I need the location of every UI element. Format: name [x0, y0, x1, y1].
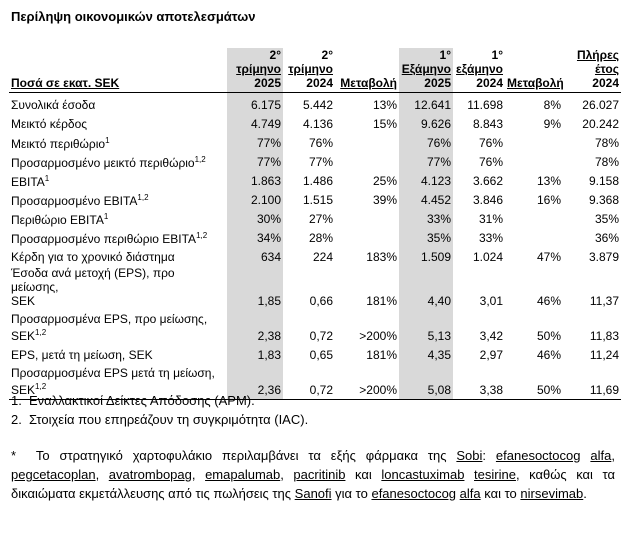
row-label: Μεικτό περιθώριο$^1$: [11, 136, 110, 151]
table-cell: 9.368: [588, 192, 619, 207]
table-cell: 634: [227, 247, 283, 266]
column-header-label: Ποσά σε εκατ. SEK: [9, 48, 227, 93]
drug-name: pegcetacoplan: [11, 467, 96, 482]
row-label: Προσαρμοσμένα EPS, προ μείωσης, SEK$^{1,2}$: [11, 312, 208, 343]
table-cell: [335, 152, 399, 171]
drug-name: Sanofi: [294, 486, 332, 501]
drug-name: nirsevimab: [520, 486, 584, 501]
table-cell: [505, 228, 563, 247]
table-cell: 11,83: [589, 329, 619, 343]
table-cell: 28%: [308, 230, 333, 245]
table-cell: 36%: [594, 230, 619, 245]
table-cell: 3.662: [472, 173, 503, 188]
footnote-text: , καθώς και τα δικαιώματα εκμετάλλευσης από τις πωλήσεις της: [11, 467, 615, 501]
table-cell: [335, 209, 399, 228]
table-cell: 4.123: [399, 171, 453, 190]
row-label: Κέρδη για το χρονικό διάστημα: [11, 249, 175, 264]
drug-name: tesirine: [474, 467, 516, 482]
table-row: [9, 133, 621, 152]
table-cell: 3,01: [479, 294, 503, 308]
table-cell: 76%: [478, 154, 503, 169]
table-cell: 15%: [372, 116, 397, 131]
column-header-q2-2024: 2° τρίμηνο 2024: [283, 48, 335, 93]
table-cell: 1,85: [227, 266, 283, 310]
drug-name: alfa: [590, 448, 612, 463]
drug-name: efanesoctocog: [371, 486, 457, 501]
table-cell: 1.024: [472, 249, 503, 264]
footnote-text: .: [583, 486, 587, 501]
table-cell: 77%: [308, 154, 333, 169]
table-cell: 0,72: [309, 329, 333, 343]
financial-summary-table: [9, 48, 621, 400]
table-cell: 11,37: [589, 294, 619, 308]
table-cell: 6.175: [227, 93, 283, 115]
footnote-mark: *: [11, 448, 17, 463]
table-cell: 31%: [478, 211, 503, 226]
row-label: Προσαρμοσμένο EBITA$^{1,2}$: [11, 193, 149, 208]
row-label: Προσαρμοσμένα EPS μετά τη μείωση, SEK$^{1,2}$: [9, 364, 227, 400]
table-cell: 33%: [399, 209, 453, 228]
table-row: [9, 114, 621, 133]
table-cell: 0,65: [309, 347, 333, 362]
table-cell: 2.100: [227, 190, 283, 209]
table-cell: [505, 133, 563, 152]
drug-name: emapalumab: [205, 467, 281, 482]
table-cell: 183%: [366, 249, 397, 264]
table-cell: [335, 228, 399, 247]
table-row: [9, 171, 621, 190]
note-item: 2. Στοιχεία που επηρεάζουν τη συγκριμότητα (IAC).: [11, 412, 309, 427]
table-cell: 9%: [543, 116, 561, 131]
note-item: 1. Εναλλακτικοί Δείκτες Απόδοσης (APM).: [11, 393, 255, 408]
table-cell: 26.027: [582, 97, 619, 112]
table-cell: 16%: [536, 192, 561, 207]
table-cell: [505, 152, 563, 171]
table-cell: 35%: [399, 228, 453, 247]
column-header-change-q2: Μεταβολή: [335, 48, 399, 93]
table-cell: 27%: [308, 211, 333, 226]
table-cell: 181%: [366, 294, 397, 308]
table-cell: 4.749: [227, 114, 283, 133]
table-cell: 77%: [227, 152, 283, 171]
table-cell: [505, 209, 563, 228]
table-cell: 50%: [505, 364, 563, 400]
table-row: [9, 190, 621, 209]
table-cell: 8%: [543, 97, 561, 112]
table-cell: 9.158: [588, 173, 619, 188]
table-cell: [335, 133, 399, 152]
footnote-text: [581, 448, 591, 463]
table-cell: 2,36: [227, 364, 283, 400]
drug-name: efanesoctocog: [495, 448, 581, 463]
drug-name: loncastuximab: [381, 467, 465, 482]
table-cell: 11.698: [467, 97, 503, 112]
column-header-h1-2025: 1° Εξάμηνο 2025: [399, 48, 453, 93]
table-cell: 12.641: [399, 93, 453, 115]
table-cell: 181%: [366, 347, 397, 362]
footnote-text: και το: [480, 486, 521, 501]
row-label: EBITA$^1$: [11, 174, 50, 189]
table-cell: 46%: [536, 347, 561, 362]
table-row: [9, 266, 621, 310]
table-cell: 30%: [227, 209, 283, 228]
table-cell: 76%: [308, 135, 333, 150]
table-cell: 13%: [536, 173, 561, 188]
table-cell: 13%: [372, 97, 397, 112]
table-cell: 4,35: [399, 345, 453, 364]
footnote-text: Το στρατηγικό χαρτοφυλάκιο περιλαμβάνει τα εξής φάρμακα της: [35, 448, 457, 463]
footnote-text: [464, 467, 474, 482]
table-row: [9, 247, 621, 266]
footnote-text: ,: [95, 467, 109, 482]
footnote-text: :: [482, 448, 496, 463]
table-cell: 4.136: [302, 116, 333, 131]
table-cell: 1.486: [302, 173, 333, 188]
table-cell: 25%: [372, 173, 397, 188]
column-header-q2-2025: 2° τρίμηνο 2025: [227, 48, 283, 93]
drug-name: avatrombopag: [108, 467, 192, 482]
row-label: Περιθώριο EBITA$^1$: [11, 212, 109, 227]
table-cell: 2,38: [227, 310, 283, 345]
table-cell: 5,08: [399, 364, 453, 400]
table-cell: 3.846: [472, 192, 503, 207]
table-cell: 5.442: [302, 97, 333, 112]
row-label: EPS, μετά τη μείωση, SEK: [11, 347, 153, 362]
table-cell: 0,66: [309, 294, 333, 308]
row-label: Προσαρμοσμένο περιθώριο EBITA$^{1,2}$: [11, 231, 208, 246]
table-cell: 3.879: [588, 249, 619, 264]
table-row: [9, 228, 621, 247]
table-cell: 39%: [372, 192, 397, 207]
table-cell: 20.242: [582, 116, 619, 131]
table-row: [9, 310, 621, 345]
table-cell: 34%: [227, 228, 283, 247]
table-cell: 3,38: [453, 364, 505, 400]
footnote-text: ,: [191, 467, 206, 482]
table-cell: 76%: [399, 133, 453, 152]
header-row: [9, 48, 621, 93]
table-cell: 1.509: [399, 247, 453, 266]
drug-name: Sobi: [456, 448, 483, 463]
table-cell: 78%: [594, 154, 619, 169]
drug-name: alfa: [459, 486, 481, 501]
table-row: [9, 152, 621, 171]
column-header-h1-2024: 1° εξάμηνο 2024: [453, 48, 505, 93]
table-cell: >200%: [335, 364, 399, 400]
row-label: Συνολικά έσοδα: [11, 97, 96, 112]
row-label: Προσαρμοσμένο μεικτό περιθώριο$^{1,2}$: [11, 155, 206, 170]
footnote-text: ,: [611, 448, 615, 463]
drug-name: pacritinib: [293, 467, 346, 482]
table-cell: 46%: [536, 294, 561, 308]
page-title: Περίληψη οικονομικών αποτελεσμάτων: [11, 9, 256, 24]
table-cell: 4,40: [399, 266, 453, 310]
table-cell: 9.626: [399, 114, 453, 133]
table-row: [9, 345, 621, 364]
table-cell: 77%: [227, 133, 283, 152]
footnote-text: και: [345, 467, 382, 482]
table-cell: >200%: [359, 329, 397, 343]
table-row: [9, 93, 621, 115]
table-cell: 77%: [399, 152, 453, 171]
table-cell: 4.452: [399, 190, 453, 209]
row-label: Μεικτό κέρδος: [11, 116, 88, 131]
table-cell: 2,97: [479, 347, 503, 362]
table-cell: 3,42: [479, 329, 503, 343]
table-cell: 78%: [594, 135, 619, 150]
column-header-change-h1: Μεταβολή: [505, 48, 563, 93]
table-cell: 50%: [536, 329, 561, 343]
table-cell: 47%: [536, 249, 561, 264]
table-cell: 11,24: [589, 347, 619, 362]
table-cell: 0,72: [283, 364, 335, 400]
table-cell: 1.863: [227, 171, 283, 190]
table-cell: 8.843: [472, 116, 503, 131]
table-cell: 224: [312, 249, 333, 264]
table-cell: 33%: [478, 230, 503, 245]
notes-list: [11, 391, 615, 429]
footnote-text: ,: [280, 467, 294, 482]
table-cell: 5,13: [399, 310, 453, 345]
table-body: [9, 93, 621, 400]
table-cell: 1.515: [302, 192, 333, 207]
footnote-text: για το: [331, 486, 372, 501]
table-cell: 1,83: [227, 345, 283, 364]
row-label: Έσοδα ανά μετοχή (EPS), προ μείωσης, SEK: [11, 266, 175, 308]
table-row: [9, 209, 621, 228]
table-cell: 11,69: [563, 364, 621, 400]
strategic-portfolio-footnote: [11, 446, 615, 503]
table-cell: 35%: [594, 211, 619, 226]
table-cell: 76%: [478, 135, 503, 150]
column-header-full-year-2024: Πλήρες έτος 2024: [563, 48, 621, 93]
